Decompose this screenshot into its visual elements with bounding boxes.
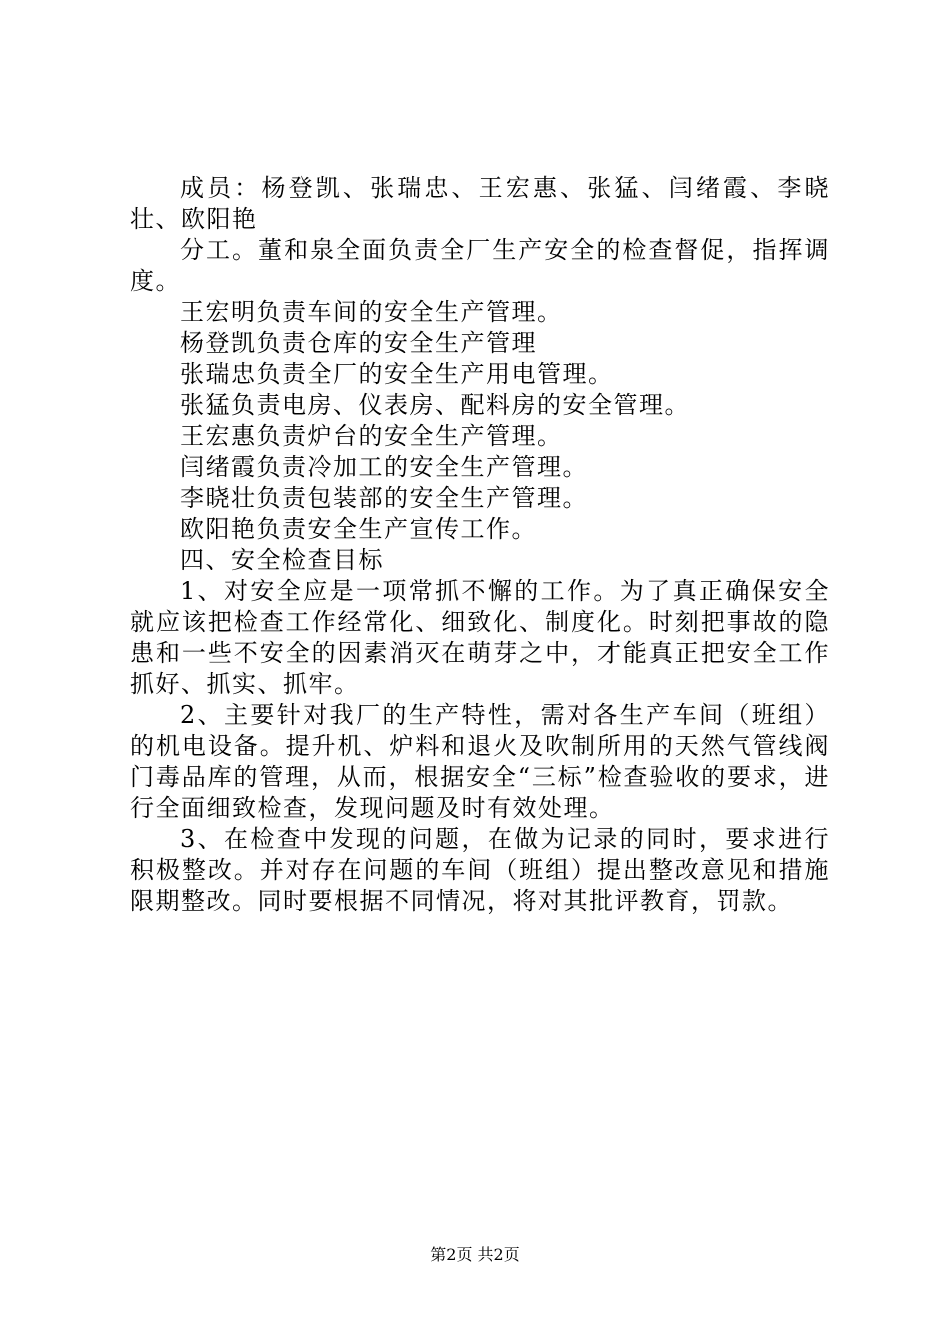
goal-paragraph: 2、主要针对我厂的生产特性，需对各生产车间（班组）的机电设备。提升机、炉料和退火及吹制所用的天然气管线阀门毒品库的管理，从而，根据安全“三标”检查验收的要求，进行全面细致检查，发现问题及时有效处理。 xyxy=(130,701,830,822)
division-paragraph: 分工。董和泉全面负责全厂生产安全的检查督促，指挥调度。 xyxy=(130,236,830,295)
duty-line: 李晓壮负责包装部的安全生产管理。 xyxy=(180,484,588,512)
duty-line: 张瑞忠负责全厂的安全生产用电管理。 xyxy=(180,360,614,388)
duty-line: 王宏惠负责炉台的安全生产管理。 xyxy=(180,422,563,450)
goal-paragraph: 1、对安全应是一项常抓不懈的工作。为了真正确保安全就应该把检查工作经常化、细致化、制度化。时刻把事故的隐患和一些不安全的因素消灭在萌芽之中，才能真正把安全工作抓好、抓实、抓牢。 xyxy=(130,577,830,698)
members-paragraph: 成员：杨登凯、张瑞忠、王宏惠、张猛、闫绪霞、李晓壮、欧阳艳 xyxy=(130,174,830,233)
section-heading: 四、安全检查目标 xyxy=(180,546,384,574)
duty-line: 闫绪霞负责冷加工的安全生产管理。 xyxy=(180,453,588,481)
goal-paragraph: 3、在检查中发现的问题，在做为记录的同时，要求进行积极整改。并对存在问题的车间（班组）提出整改意见和措施限期整改。同时要根据不同情况，将对其批评教育，罚款。 xyxy=(130,825,830,915)
duty-line: 欧阳艳负责安全生产宣传工作。 xyxy=(180,515,537,543)
duty-line: 张猛负责电房、仪表房、配料房的安全管理。 xyxy=(180,391,690,419)
duty-line: 杨登凯负责仓库的安全生产管理 xyxy=(180,329,537,357)
document-body xyxy=(130,173,830,917)
duty-line: 王宏明负责车间的安全生产管理。 xyxy=(180,298,563,326)
page-number-footer: 第2页 共2页 xyxy=(430,1245,520,1264)
